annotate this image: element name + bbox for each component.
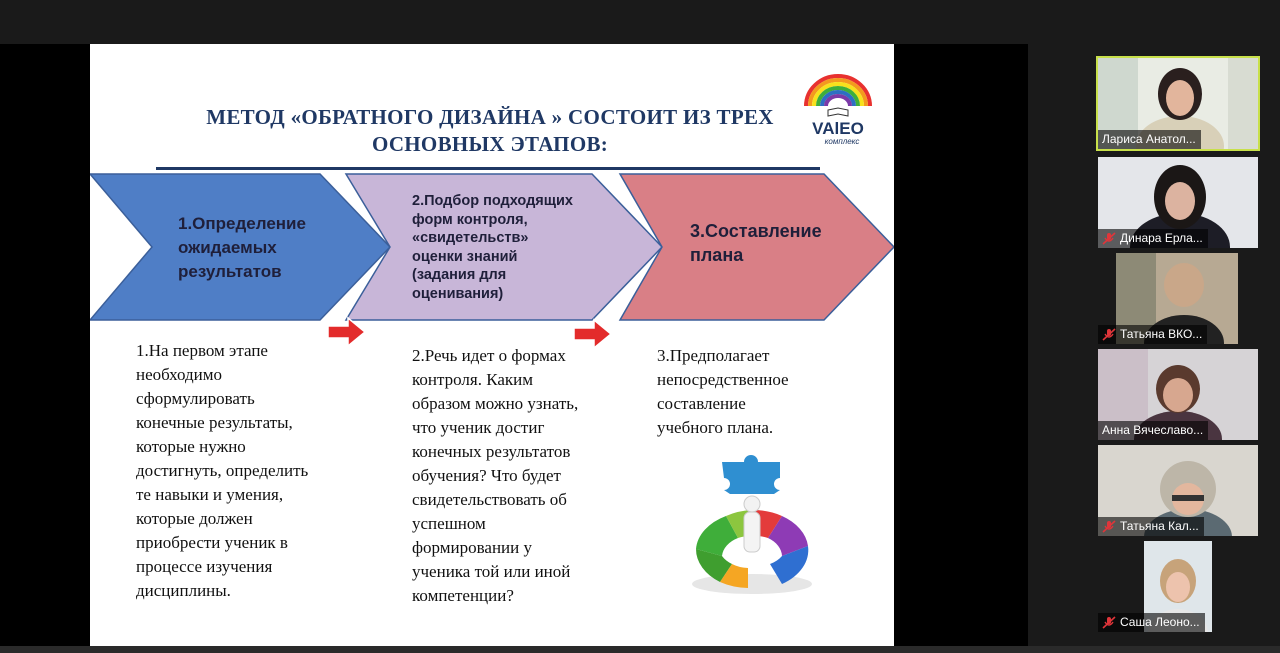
description-line: составление: [657, 394, 746, 413]
stage-2-label-line: «свидетельств»: [412, 230, 529, 246]
stage-3-description: [657, 344, 857, 440]
participant-name-tag: [1098, 613, 1205, 632]
presentation-slide: [90, 44, 894, 646]
title-underline: [156, 167, 820, 170]
description-line: контроля. Каким: [412, 370, 533, 389]
description-line: формировании у: [412, 538, 533, 557]
bottom-bar: [0, 646, 1280, 653]
participant-tile[interactable]: [1098, 541, 1258, 632]
description-line: необходимо: [136, 365, 223, 384]
description-line: которые нужно: [136, 437, 246, 456]
participant-name: Динара Ерла...: [1120, 231, 1203, 245]
participant-name: Татьяна ВКО...: [1120, 327, 1203, 341]
description-line: непосредственное: [657, 370, 789, 389]
participant-name-tag: [1098, 421, 1208, 440]
slide-title: [160, 104, 820, 158]
description-line: свидетельствовать об: [412, 490, 567, 509]
mic-muted-icon: [1102, 616, 1116, 629]
stage-1-label: [178, 212, 348, 284]
participant-tile[interactable]: [1098, 349, 1258, 440]
stage-1-description: [136, 339, 351, 603]
participant-tile[interactable]: [1098, 157, 1258, 248]
description-line: 3.Предполагает: [657, 346, 770, 365]
participant-tile[interactable]: [1098, 445, 1258, 536]
stage-2-label-line: (задания для: [412, 267, 507, 283]
mic-muted-icon: [1102, 520, 1116, 533]
stage-2-label-line: форм контроля,: [412, 211, 528, 228]
description-line: что ученик достиг: [412, 418, 545, 437]
description-line: сформулировать: [136, 389, 255, 408]
description-line: конечных результатов: [412, 442, 571, 461]
participant-name-tag: [1098, 325, 1207, 344]
stage-1-label-line: ожидаемых: [178, 238, 277, 257]
description-line: 1.На первом этапе: [136, 341, 268, 360]
stage-1-label-line: результатов: [178, 262, 282, 281]
participant-name: Лариса Анатол...: [1102, 132, 1196, 146]
stage-1-label-line: 1.Определение: [178, 214, 306, 233]
stage-2-label-line: оценивания): [412, 285, 504, 302]
participant-name-tag: [1098, 229, 1208, 248]
description-line: конечные результаты,: [136, 413, 293, 432]
participant-name: Анна Вячеславо...: [1102, 423, 1204, 437]
stage-2-label-line: оценки знаний: [412, 248, 518, 265]
description-line: 2.Речь идет о формах: [412, 346, 566, 365]
description-line: процессе изучения: [136, 557, 273, 576]
participant-name-tag: [1098, 517, 1204, 536]
slide-title-line-1: МЕТОД «ОБРАТНОГО ДИЗАЙНА » СОСТОИТ ИЗ ТРЕХ: [206, 105, 774, 129]
participant-name-tag: [1098, 130, 1201, 149]
participant-tile[interactable]: [1098, 253, 1258, 344]
description-line: которые должен: [136, 509, 253, 528]
stage-2-label-line: 2.Подбор подходящих: [412, 193, 573, 209]
stage-2-label: [412, 192, 622, 303]
participants-panel: [1028, 44, 1280, 646]
stage-3-label-line: 3.Составление: [690, 221, 822, 241]
mic-muted-icon: [1102, 328, 1116, 341]
participant-tile[interactable]: [1098, 58, 1258, 149]
description-line: приобрести ученик в: [136, 533, 288, 552]
description-line: достигнуть, определить: [136, 461, 309, 480]
stage-2-description: [412, 344, 627, 608]
mic-muted-icon: [1102, 232, 1116, 245]
rainbow-book-logo-icon: [802, 72, 874, 148]
slide-title-line-2: ОСНОВНЫХ ЭТАПОВ:: [371, 132, 609, 156]
description-line: ученика той или иной: [412, 562, 571, 581]
top-bar: [0, 0, 1280, 44]
logo-text: VAlEO: [812, 119, 864, 138]
participant-name: Татьяна Кал...: [1120, 519, 1199, 533]
description-line: обучения? Что будет: [412, 466, 561, 485]
description-line: компетенции?: [412, 586, 514, 605]
description-line: учебного плана.: [657, 418, 774, 437]
stage-3-label: [690, 219, 860, 267]
logo-subtext: комплекс: [824, 137, 860, 146]
puzzle-ring-icon: [686, 454, 818, 604]
description-line: успешном: [412, 514, 486, 533]
description-line: дисциплины.: [136, 581, 231, 600]
description-line: образом можно узнать,: [412, 394, 579, 413]
description-line: те навыки и умения,: [136, 485, 284, 504]
participant-name: Саша Леоно...: [1120, 615, 1200, 629]
stage-3-label-line: плана: [690, 245, 744, 265]
